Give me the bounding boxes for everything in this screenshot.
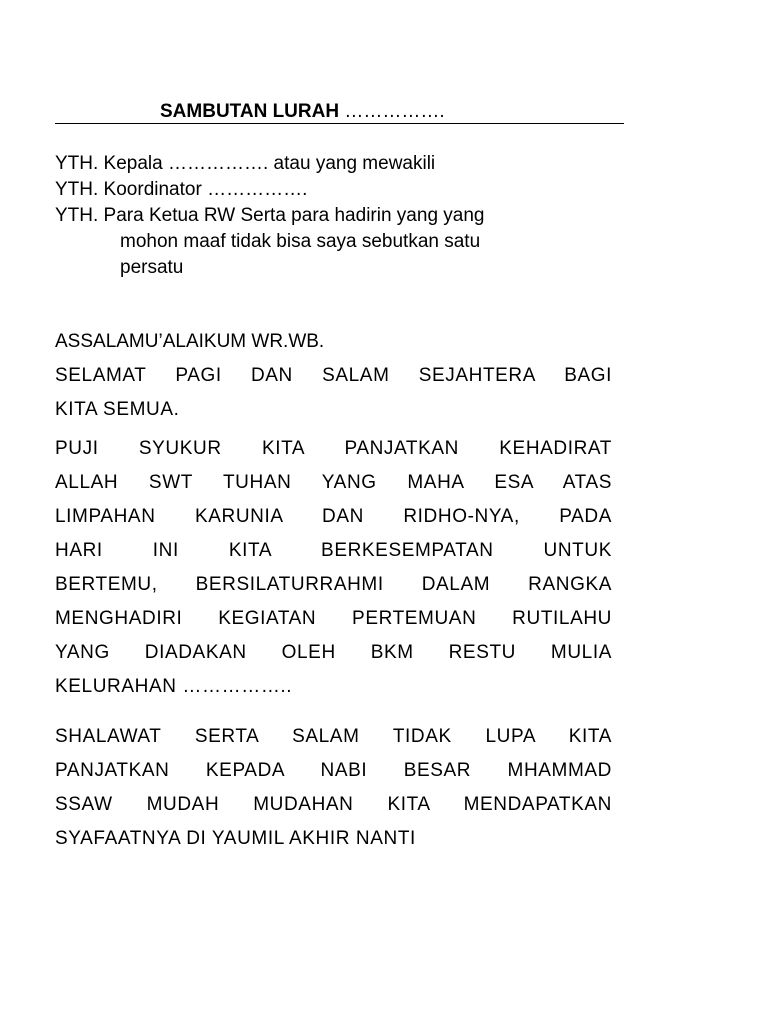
- paragraph-line: KELURAHAN ……………..: [55, 676, 293, 697]
- paragraph-line: SHALAWAT SERTA SALAM TIDAK LUPA KITA: [55, 726, 612, 747]
- paragraph-selamat: [55, 359, 612, 427]
- title-text: SAMBUTAN LURAH: [160, 101, 340, 122]
- title-underline: [55, 123, 624, 124]
- addressee-line-ketua-rw: YTH. Para Ketua RW Serta para hadirin yang yang: [55, 205, 485, 226]
- paragraph-line: PANJATKAN KEPADA NABI BESAR MHAMMAD: [55, 760, 612, 781]
- paragraph-line: PUJI SYUKUR KITA PANJATKAN KEHADIRAT: [55, 438, 612, 459]
- addressee-line-continuation: persatu: [120, 257, 184, 278]
- paragraph-line: SYAFAATNYA DI YAUMIL AKHIR NANTI: [55, 828, 416, 849]
- addressee-line-continuation: mohon maaf tidak bisa saya sebutkan satu: [120, 231, 481, 252]
- paragraph-puji-syukur: [55, 432, 612, 704]
- paragraph-line: YANG DIADAKAN OLEH BKM RESTU MULIA: [55, 642, 612, 663]
- title-dots: …………….: [344, 101, 445, 122]
- paragraph-line: ALLAH SWT TUHAN YANG MAHA ESA ATAS: [55, 472, 612, 493]
- paragraph-line: SSAW MUDAH MUDAHAN KITA MENDAPATKAN: [55, 794, 612, 815]
- paragraph-line: SELAMAT PAGI DAN SALAM SEJAHTERA BAGI: [55, 365, 612, 386]
- paragraph-line: MENGHADIRI KEGIATAN PERTEMUAN RUTILAHU: [55, 608, 612, 629]
- addressee-block: [55, 151, 485, 281]
- greeting-salam: ASSALAMU’ALAIKUM WR.WB.: [55, 331, 325, 352]
- paragraph-line: KITA SEMUA.: [55, 399, 180, 420]
- paragraph-line: LIMPAHAN KARUNIA DAN RIDHO-NYA, PADA: [55, 506, 612, 527]
- paragraph-line: BERTEMU, BERSILATURRAHMI DALAM RANGKA: [55, 574, 612, 595]
- addressee-line-kepala: YTH. Kepala ……………. atau yang mewakili: [55, 153, 436, 174]
- document-title: [160, 100, 445, 124]
- paragraph-shalawat: [55, 720, 612, 856]
- addressee-line-koordinator: YTH. Koordinator …………….: [55, 179, 308, 200]
- paragraph-line: HARI INI KITA BERKESEMPATAN UNTUK: [55, 540, 612, 561]
